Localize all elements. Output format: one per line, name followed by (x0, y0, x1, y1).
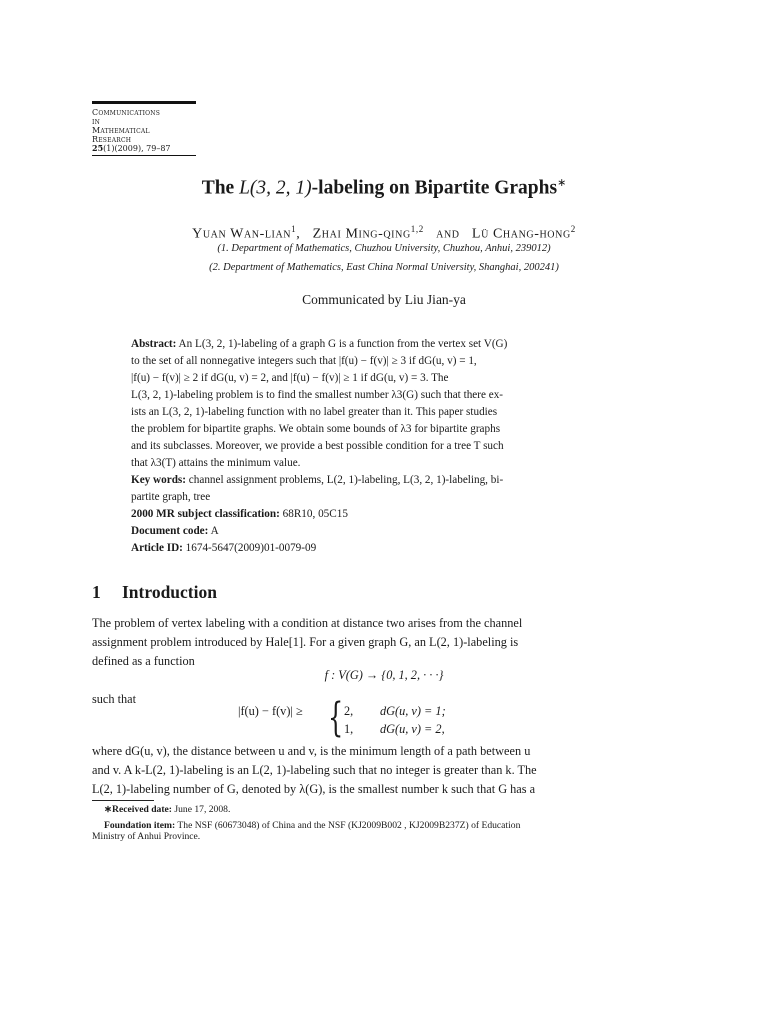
communicated-by: Communicated by Liu Jian-ya (302, 292, 466, 307)
paper-title (0, 176, 768, 200)
section-number: 1 (92, 582, 101, 602)
received-value: June 17, 2008. (174, 804, 231, 815)
abstract-label: Abstract: (131, 338, 177, 350)
author-1: Yuan Wan-lian (192, 226, 292, 242)
msc-value: 68R10, 05C15 (282, 508, 348, 520)
journal-volume: 25 (92, 143, 104, 153)
intro-line: defined as a function (92, 654, 195, 668)
abstract-line: |f(u) − f(v)| ≥ 2 if dG(u, v) = 2, and |f(u) − f(v)| ≥ 1 if dG(u, v) = 3. The (131, 372, 449, 384)
abstract-line: and its subclasses. Moreover, we provide a best possible condition for a tree T such (131, 440, 504, 452)
intro-line: L(2, 1)-labeling number of G, denoted by λ(G), is the smallest number k such that G has a (92, 782, 536, 796)
intro-line: The problem of vertex labeling with a condition at distance two arises from the channel (92, 616, 523, 630)
document-code (131, 523, 571, 540)
journal-issue (92, 144, 196, 156)
abstract-line: L(3, 2, 1)-labeling problem is to find the smallest number λ3(G) such that there ex- (131, 389, 504, 401)
footnote-received (104, 804, 624, 816)
doc-code-value: A (210, 525, 219, 537)
abstract-line: ists an L(3, 2, 1)-labeling function with no label greater than it. This paper studies (131, 406, 498, 418)
case2-value: 1, (344, 722, 354, 736)
title-math: L(3, 2, 1) (239, 177, 312, 199)
abstract-line: to the set of all nonnegative integers such that |f(u) − f(v)| ≥ 3 if dG(u, v) = 1, (131, 355, 477, 367)
article-id-value: 1674-5647(2009)01-0079-09 (185, 542, 317, 554)
author-1-sup: 1 (291, 224, 297, 234)
title-suffix: -labeling on Bipartite Graphs (311, 177, 558, 199)
section-heading (92, 582, 217, 603)
msc (131, 506, 571, 523)
equation-function: f : V(G) → {0, 1, 2, · · ·} (324, 668, 444, 682)
case2-condition: dG(u, v) = 2, (380, 722, 445, 736)
author-2-sup: 1,2 (410, 224, 424, 234)
msc-label: 2000 MR subject classification: (131, 508, 280, 520)
foundation-line1: The NSF (60673048) of China and the NSF (KJ2009B002 , KJ2009B237Z) of Education (177, 820, 521, 831)
left-brace-icon: { (328, 695, 344, 741)
foundation-line2: Ministry of Anhui Province. (92, 831, 201, 842)
intro-line: and v. A k-L(2, 1)-labeling is an L(2, 1)-labeling such that no integer is greater than k. The (92, 763, 537, 777)
journal-name-line2: in (92, 117, 101, 126)
abstract-text: An L(3, 2, 1)-labeling of a graph G is a function from the vertex set V(G) (178, 338, 508, 350)
author-list: Yuan Wan-lian$^1$, Zhai Ming-qing$^{1,2}$ and Lü Chang-hong$^2$ (192, 224, 576, 242)
foundation-label: Foundation item: (104, 820, 176, 831)
affiliation-2: (2. Department of Mathematics, East China Normal University, Shanghai, 200241) (209, 262, 559, 273)
article-id-label: Article ID: (131, 542, 183, 554)
abstract-line: the problem for bipartite graphs. We obtain some bounds of λ3 for bipartite graphs (131, 423, 501, 435)
doc-code-label: Document code: (131, 525, 209, 537)
keywords-label: Key words: (131, 474, 186, 486)
title-footnote-mark: ∗ (557, 177, 567, 189)
abstract (131, 336, 571, 557)
such-that: such that (92, 692, 137, 706)
intro-paragraph (92, 614, 608, 671)
intro-paragraph-2 (92, 742, 608, 799)
affiliation-1: (1. Department of Mathematics, Chuzhou University, Chuzhou, Anhui, 239012) (217, 243, 551, 254)
abstract-line: that λ3(T) attains the minimum value. (131, 457, 301, 469)
abstract-line (131, 336, 571, 353)
received-label: ∗Received date: (104, 804, 172, 815)
journal-name-line1: Communications (92, 108, 161, 117)
case1-condition: dG(u, v) = 1; (380, 704, 446, 718)
intro-line: where dG(u, v), the distance between u and v, is the minimum length of a path between u (92, 744, 531, 758)
section-title: Introduction (122, 582, 217, 602)
journal-header (92, 101, 196, 156)
journal-name-line4: Research (92, 135, 132, 144)
piecewise-lhs: |f(u) − f(v)| ≥ (238, 704, 303, 718)
keywords-cont: partite graph, tree (131, 491, 211, 503)
journal-name-line3: Mathematical (92, 126, 150, 135)
author-3-sup: 2 (570, 224, 576, 234)
author-and: and (436, 226, 460, 242)
case1-value: 2, (344, 704, 354, 718)
keywords-text: channel assignment problems, L(2, 1)-labeling, L(3, 2, 1)-labeling, bi- (188, 474, 504, 486)
keywords (131, 472, 571, 489)
author-2: Zhai Ming-qing (312, 226, 411, 242)
author-3: Lü Chang-hong (471, 226, 571, 242)
journal-issue-pages: (1)(2009), 79–87 (103, 144, 171, 153)
footnote-rule (92, 800, 154, 801)
article-id (131, 540, 571, 557)
intro-line: assignment problem introduced by Hale[1]. For a given graph G, an L(2, 1)-labeling is (92, 635, 519, 649)
title-prefix: The (201, 177, 240, 199)
